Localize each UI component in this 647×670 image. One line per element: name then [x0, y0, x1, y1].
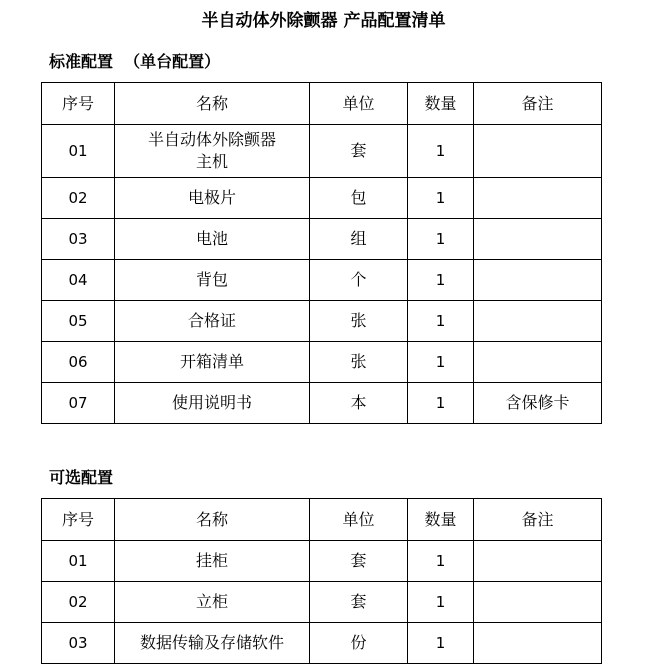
table-row — [42, 219, 602, 260]
column-header-qty: 数量 — [408, 499, 474, 541]
column-header-name: 名称 — [115, 499, 310, 541]
cell-qty: 1 — [408, 301, 474, 342]
column-header-unit: 单位 — [310, 499, 408, 541]
optional-config-table — [41, 498, 602, 664]
cell-note — [474, 125, 602, 178]
cell-qty: 1 — [408, 125, 474, 178]
cell-seq: 03 — [42, 623, 115, 664]
cell-unit: 套 — [310, 541, 408, 582]
column-header-qty: 数量 — [408, 83, 474, 125]
table-row — [42, 342, 602, 383]
cell-unit: 包 — [310, 178, 408, 219]
cell-unit: 套 — [310, 582, 408, 623]
column-header-note: 备注 — [474, 83, 602, 125]
table-header-row — [42, 499, 602, 541]
table-row — [42, 178, 602, 219]
cell-unit: 套 — [310, 125, 408, 178]
cell-qty: 1 — [408, 342, 474, 383]
cell-unit: 张 — [310, 342, 408, 383]
column-header-unit: 单位 — [310, 83, 408, 125]
cell-note: 含保修卡 — [474, 383, 602, 424]
cell-note — [474, 260, 602, 301]
cell-name — [115, 125, 310, 178]
cell-seq: 02 — [42, 582, 115, 623]
cell-unit: 组 — [310, 219, 408, 260]
cell-qty: 1 — [408, 178, 474, 219]
cell-qty: 1 — [408, 541, 474, 582]
cell-note — [474, 541, 602, 582]
table-row — [42, 301, 602, 342]
column-header-seq: 序号 — [42, 499, 115, 541]
standard-config-heading: 标准配置 （单台配置） — [49, 52, 221, 71]
table-row — [42, 383, 602, 424]
table-row — [42, 582, 602, 623]
cell-name: 电极片 — [115, 178, 310, 219]
cell-name: 背包 — [115, 260, 310, 301]
cell-seq: 03 — [42, 219, 115, 260]
cell-seq: 02 — [42, 178, 115, 219]
optional-config-heading: 可选配置 — [49, 468, 114, 487]
cell-unit: 个 — [310, 260, 408, 301]
cell-name-line: 主机 — [195, 152, 228, 171]
table-row — [42, 125, 602, 178]
cell-note — [474, 301, 602, 342]
column-header-seq: 序号 — [42, 83, 115, 125]
cell-note — [474, 178, 602, 219]
cell-name: 电池 — [115, 219, 310, 260]
cell-name: 挂柜 — [115, 541, 310, 582]
cell-seq: 01 — [42, 125, 115, 178]
cell-name: 开箱清单 — [115, 342, 310, 383]
cell-seq: 07 — [42, 383, 115, 424]
cell-name-line: 半自动体外除颤器 — [147, 130, 276, 149]
cell-qty: 1 — [408, 219, 474, 260]
cell-unit: 张 — [310, 301, 408, 342]
cell-qty: 1 — [408, 260, 474, 301]
cell-qty: 1 — [408, 623, 474, 664]
column-header-name: 名称 — [115, 83, 310, 125]
cell-seq: 05 — [42, 301, 115, 342]
cell-note — [474, 219, 602, 260]
document-title: 半自动体外除颤器 产品配置清单 — [201, 11, 446, 31]
cell-name: 使用说明书 — [115, 383, 310, 424]
column-header-note: 备注 — [474, 499, 602, 541]
cell-unit: 份 — [310, 623, 408, 664]
cell-seq: 01 — [42, 541, 115, 582]
cell-name: 立柜 — [115, 582, 310, 623]
standard-config-table — [41, 82, 602, 424]
table-header-row — [42, 83, 602, 125]
cell-qty: 1 — [408, 582, 474, 623]
cell-name: 数据传输及存储软件 — [115, 623, 310, 664]
cell-seq: 06 — [42, 342, 115, 383]
cell-qty: 1 — [408, 383, 474, 424]
cell-note — [474, 623, 602, 664]
cell-unit: 本 — [310, 383, 408, 424]
table-row — [42, 260, 602, 301]
cell-note — [474, 342, 602, 383]
cell-note — [474, 582, 602, 623]
cell-name: 合格证 — [115, 301, 310, 342]
table-row — [42, 623, 602, 664]
cell-seq: 04 — [42, 260, 115, 301]
table-row — [42, 541, 602, 582]
